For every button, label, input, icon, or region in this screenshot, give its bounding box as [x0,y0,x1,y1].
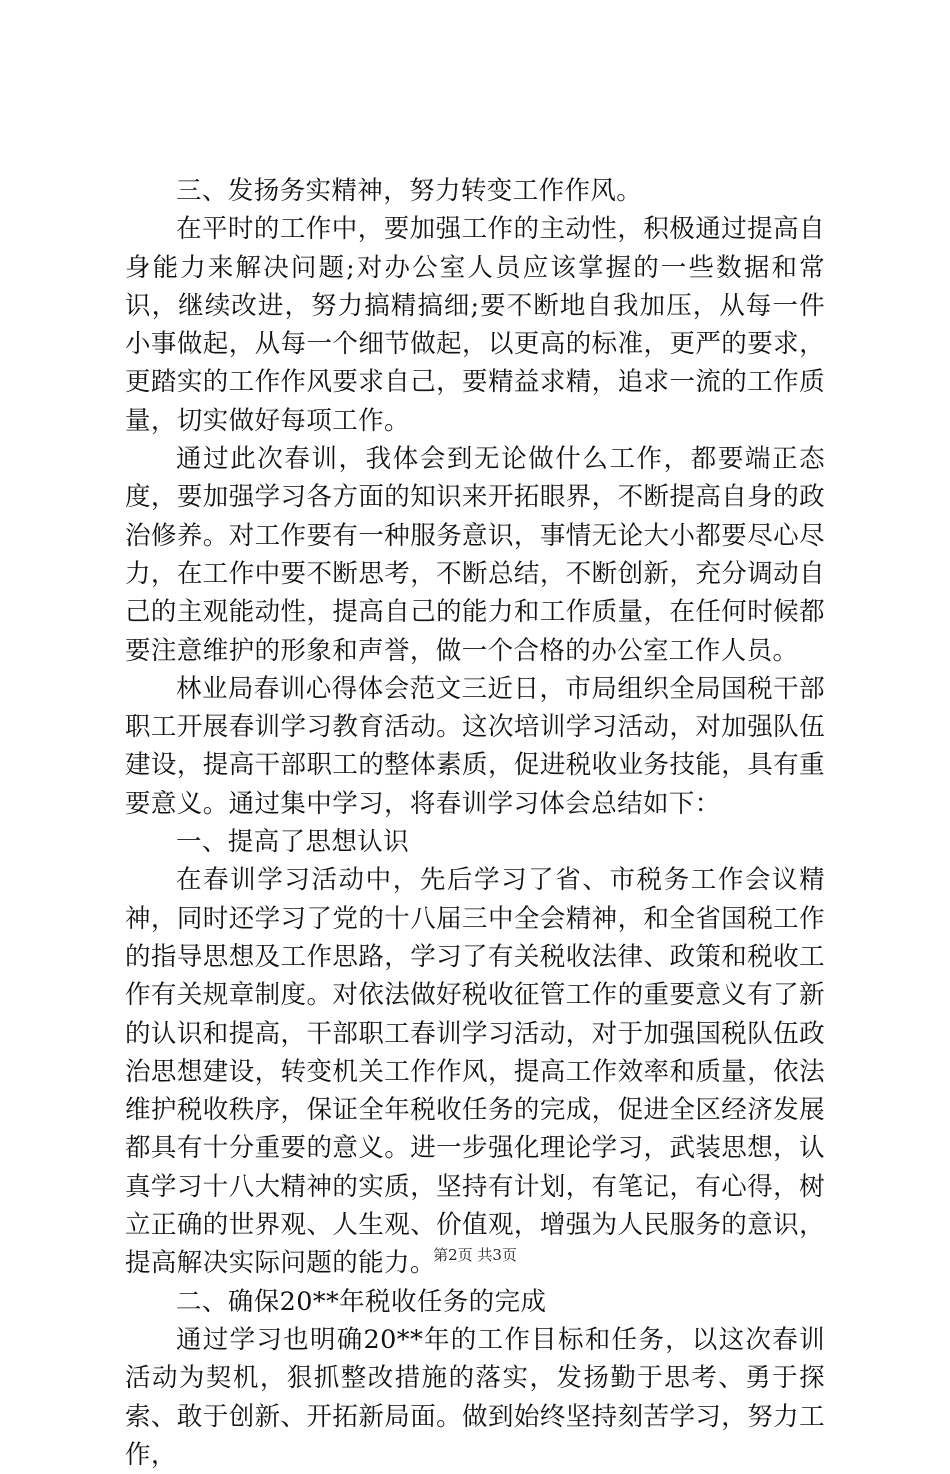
section-heading-1: 一、提高了思想认识 [176,827,410,858]
page-footer [0,1245,950,1265]
page-number: 第2页 共3页 [433,1246,517,1264]
paragraph: 通过学习也明确20**年的工作目标和任务，以这次春训活动为契机，狠抓整改措施的落实，发扬勤于思考、勇于探索、敢于创新、开拓新局面。做到始终坚持刻苦学习，努力工作， [125,1324,825,1470]
paragraph: 在平时的工作中，要加强工作的主动性，积极通过提高自身能力来解决问题;对办公室人员应该掌握的一些数据和常识，继续改进，努力搞精搞细;要不断地自我加压，从每一件小事做起，从每一个细节做起，以更高的标准，更严的要求，更踏实的工作作风要求自己，要精益求精，追求一流的工作质量，切实做好每项工作。 [125,214,825,436]
paragraph: 林业局春训心得体会范文三近日，市局组织全局国税干部职工开展春训学习教育活动。这次培训学习活动，对加强队伍建设，提高干部职工的整体素质，促进税收业务技能，具有重要意义。通过集中学习，将春训学习体会总结如下： [125,673,825,819]
section-heading-2: 二、确保20**年税收任务的完成 [176,1286,547,1317]
paragraph: 在春训学习活动中，先后学习了省、市税务工作会议精神，同时还学习了党的十八届三中全会精神，和全省国税工作的指导思想及工作思路，学习了有关税收法律、政策和税收工作有关规章制度。对依法做好税收征管工作的重要意义有了新的认识和提高，干部职工春训学习活动，对于加强国税队伍政治思想建设，转变机关工作作风，提高工作效率和质量，依法维护税收秩序，保证全年税收任务的完成，促进全区经济发展都具有十分重要的意义。进一步强化理论学习，武装思想，认真学习十八大精神的实质，坚持有计划，有笔记，有心得，树立正确的世界观、人生观、价值观，增强为人民服务的意识，提高解决实际问题的能力。 [125,865,825,1279]
paragraph: 通过此次春训，我体会到无论做什么工作，都要端正态度，要加强学习各方面的知识来开拓眼界，不断提高自身的政治修养。对工作要有一种服务意识，事情无论大小都要尽心尽力，在工作中要不断思考，不断总结，不断创新，充分调动自己的主观能动性，提高自己的能力和工作质量，在任何时候都要注意维护的形象和声誉，做一个合格的办公室工作人员。 [125,444,825,666]
document-body [125,172,825,1474]
section-heading-3: 三、发扬务实精神，努力转变工作作风。 [176,176,643,206]
